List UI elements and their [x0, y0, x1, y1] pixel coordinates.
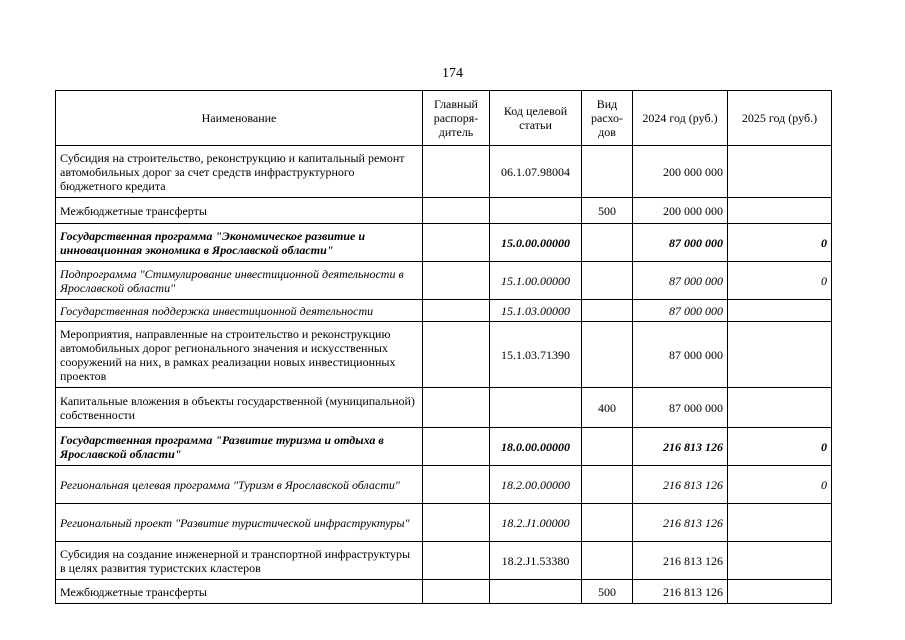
- row-2025: [728, 504, 832, 542]
- row-kind: [582, 466, 633, 504]
- table-row: [56, 146, 832, 198]
- row-2024: 216 813 126: [633, 580, 728, 604]
- row-manager: [423, 300, 490, 322]
- row-code: [490, 198, 582, 224]
- row-2025: 0: [728, 262, 832, 300]
- row-2024: 87 000 000: [633, 224, 728, 262]
- row-code: 15.1.00.00000: [490, 262, 582, 300]
- row-name: Мероприятия, направленные на строительство и реконструкцию автомобильных дорог регионального значения и искусственных сооружений на них, в рамках реализации новых инвестиционных проектов: [56, 322, 423, 388]
- row-manager: [423, 504, 490, 542]
- row-name: Межбюджетные трансферты: [56, 580, 423, 604]
- row-2024: 216 813 126: [633, 504, 728, 542]
- row-code: 18.2.J1.00000: [490, 504, 582, 542]
- row-2024: 87 000 000: [633, 388, 728, 428]
- table-row: [56, 388, 832, 428]
- header-2024: 2024 год (руб.): [633, 91, 728, 146]
- table-row: [56, 322, 832, 388]
- table-row: [56, 466, 832, 504]
- budget-table: [55, 90, 832, 604]
- row-2025: [728, 300, 832, 322]
- row-kind: 400: [582, 388, 633, 428]
- row-manager: [423, 198, 490, 224]
- row-code: 15.1.03.00000: [490, 300, 582, 322]
- row-manager: [423, 542, 490, 580]
- header-2025: 2025 год (руб.): [728, 91, 832, 146]
- row-manager: [423, 580, 490, 604]
- table-row: [56, 262, 832, 300]
- row-kind: [582, 504, 633, 542]
- row-manager: [423, 262, 490, 300]
- header-kind: Вид расхо-дов: [582, 91, 633, 146]
- row-2024: 216 813 126: [633, 428, 728, 466]
- row-name: Капитальные вложения в объекты государственной (муниципальной) собственности: [56, 388, 423, 428]
- row-2024: 87 000 000: [633, 300, 728, 322]
- row-2024: 216 813 126: [633, 466, 728, 504]
- row-2025: [728, 388, 832, 428]
- row-2025: [728, 542, 832, 580]
- row-2025: [728, 198, 832, 224]
- row-manager: [423, 322, 490, 388]
- row-kind: [582, 262, 633, 300]
- row-code: 06.1.07.98004: [490, 146, 582, 198]
- row-kind: [582, 300, 633, 322]
- header-code: Код целевой статьи: [490, 91, 582, 146]
- row-kind: [582, 542, 633, 580]
- table-row: [56, 542, 832, 580]
- row-2025: 0: [728, 428, 832, 466]
- row-kind: [582, 146, 633, 198]
- row-name: Государственная программа "Развитие туризма и отдыха в Ярославской области": [56, 428, 423, 466]
- row-name: Региональная целевая программа "Туризм в Ярославской области": [56, 466, 423, 504]
- row-2024: 216 813 126: [633, 542, 728, 580]
- row-name: Субсидия на создание инженерной и транспортной инфраструктуры в целях развития туристских кластеров: [56, 542, 423, 580]
- row-2025: [728, 322, 832, 388]
- row-2024: 200 000 000: [633, 146, 728, 198]
- row-kind: [582, 428, 633, 466]
- row-manager: [423, 146, 490, 198]
- row-manager: [423, 388, 490, 428]
- row-code: 15.1.03.71390: [490, 322, 582, 388]
- row-manager: [423, 224, 490, 262]
- row-name: Региональный проект "Развитие туристической инфраструктуры": [56, 504, 423, 542]
- row-2024: 87 000 000: [633, 262, 728, 300]
- row-kind: [582, 224, 633, 262]
- table-row: [56, 504, 832, 542]
- header-manager: Главный распоря-дитель: [423, 91, 490, 146]
- row-name: Подпрограмма "Стимулирование инвестиционной деятельности в Ярославской области": [56, 262, 423, 300]
- row-2024: 200 000 000: [633, 198, 728, 224]
- row-name: Субсидия на строительство, реконструкцию и капитальный ремонт автомобильных дорог за счет средств инфраструктурного бюджетного кредита: [56, 146, 423, 198]
- table-row: [56, 580, 832, 604]
- row-manager: [423, 466, 490, 504]
- table-row: [56, 300, 832, 322]
- row-manager: [423, 428, 490, 466]
- row-2025: [728, 580, 832, 604]
- row-name: Государственная поддержка инвестиционной деятельности: [56, 300, 423, 322]
- row-code: [490, 388, 582, 428]
- row-code: 15.0.00.00000: [490, 224, 582, 262]
- row-2024: 87 000 000: [633, 322, 728, 388]
- page-number: 174: [442, 66, 463, 81]
- row-kind: 500: [582, 198, 633, 224]
- row-name: Межбюджетные трансферты: [56, 198, 423, 224]
- table-row: [56, 198, 832, 224]
- header-name: Наименование: [56, 91, 423, 146]
- row-name: Государственная программа "Экономическое развитие и инновационная экономика в Ярославской области": [56, 224, 423, 262]
- row-code: 18.0.00.00000: [490, 428, 582, 466]
- row-kind: [582, 322, 633, 388]
- table-row: [56, 224, 832, 262]
- row-code: 18.2.J1.53380: [490, 542, 582, 580]
- table-header-row: [56, 91, 832, 146]
- row-code: 18.2.00.00000: [490, 466, 582, 504]
- row-2025: [728, 146, 832, 198]
- row-code: [490, 580, 582, 604]
- row-kind: 500: [582, 580, 633, 604]
- row-2025: 0: [728, 466, 832, 504]
- row-2025: 0: [728, 224, 832, 262]
- table-row: [56, 428, 832, 466]
